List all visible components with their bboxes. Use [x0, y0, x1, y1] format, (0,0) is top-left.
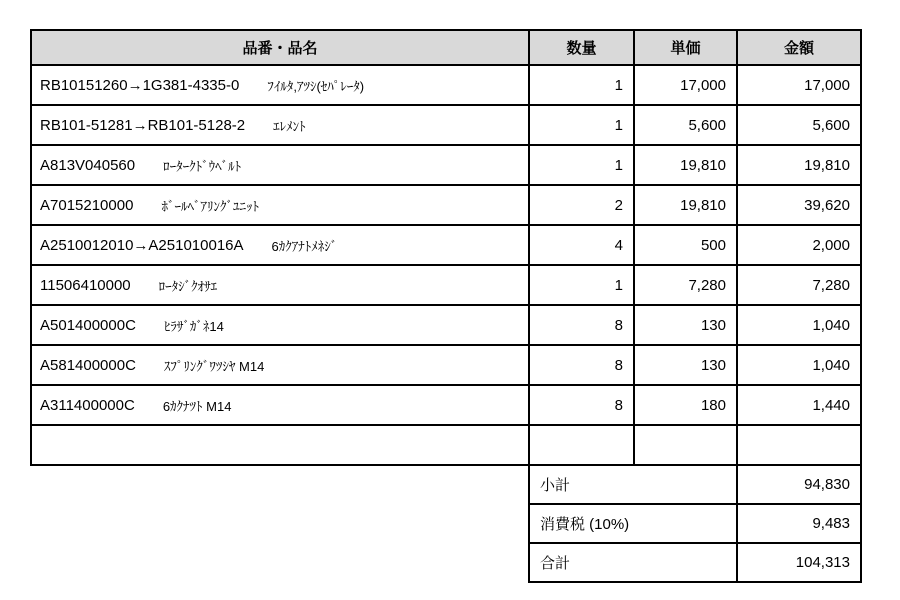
part-name: ﾌｲﾙﾀ,ｱﾂｼ(ｾﾊﾟﾚｰﾀ)	[267, 78, 365, 94]
part-name: ｴﾚﾒﾝﾄ	[273, 118, 306, 134]
qty-cell: 1	[530, 66, 633, 104]
qty-cell: 1	[530, 106, 633, 144]
unit-price-cell: 19,810	[635, 146, 736, 184]
part-number: A2510012010→A251010016A	[40, 236, 244, 254]
amount-cell	[738, 426, 860, 464]
part-number: A813V040560	[40, 156, 136, 174]
qty-cell: 4	[530, 226, 633, 264]
unit-price-cell: 130	[635, 346, 736, 384]
part-number: A501400000C	[40, 316, 136, 334]
totals-label: 消費税 (10%)	[530, 505, 736, 542]
header-amount: 金額	[738, 31, 860, 64]
totals-amount: 94,830	[738, 466, 860, 503]
part-cell	[32, 266, 528, 304]
part-cell	[32, 386, 528, 424]
part-cell	[32, 106, 528, 144]
totals-amount: 9,483	[738, 505, 860, 542]
parts-table	[30, 29, 862, 466]
part-name: ﾛｰﾀｼﾞｸｵｻｴ	[158, 278, 218, 294]
part-number: A7015210000	[40, 196, 134, 214]
qty-cell: 8	[530, 306, 633, 344]
totals-table	[528, 464, 862, 583]
amount-cell: 7,280	[738, 266, 860, 304]
part-name: ﾎﾞｰﾙﾍﾞｱﾘﾝｸﾞﾕﾆｯﾄ	[161, 198, 259, 214]
part-number: RB101-51281→RB101-5128-2	[40, 116, 246, 134]
header-part: 品番・品名	[32, 31, 528, 64]
totals-label: 合計	[530, 544, 736, 581]
header-unit-price: 単価	[635, 31, 736, 64]
unit-price-cell: 19,810	[635, 186, 736, 224]
unit-price-cell: 500	[635, 226, 736, 264]
part-number: A311400000C	[40, 396, 135, 414]
qty-cell: 8	[530, 386, 633, 424]
unit-price-cell: 17,000	[635, 66, 736, 104]
part-cell	[32, 306, 528, 344]
amount-cell: 1,040	[738, 306, 860, 344]
part-cell	[32, 186, 528, 224]
part-cell	[32, 66, 528, 104]
totals-amount: 104,313	[738, 544, 860, 581]
amount-cell: 2,000	[738, 226, 860, 264]
part-name: ﾋﾗｻﾞｶﾞﾈ14	[163, 318, 224, 334]
part-name: 6ｶｸｱﾅﾄﾒﾈｼﾞ	[271, 238, 338, 254]
part-number: RB10151260→1G381-4335-0	[40, 76, 240, 94]
part-number: 11506410000	[40, 276, 131, 294]
unit-price-cell: 5,600	[635, 106, 736, 144]
unit-price-cell: 7,280	[635, 266, 736, 304]
qty-cell: 8	[530, 346, 633, 384]
amount-cell: 1,040	[738, 346, 860, 384]
part-name: ﾛｰﾀｰｸﾄﾞｳﾍﾞﾙﾄ	[163, 158, 242, 174]
part-number: A581400000C	[40, 356, 136, 374]
unit-price-cell: 180	[635, 386, 736, 424]
part-name: ｽﾌﾟﾘﾝｸﾞﾜﾂｼﾔ M14	[163, 358, 265, 374]
qty-cell	[530, 426, 633, 464]
header-qty: 数量	[530, 31, 633, 64]
unit-price-cell: 130	[635, 306, 736, 344]
amount-cell: 39,620	[738, 186, 860, 224]
qty-cell: 2	[530, 186, 633, 224]
amount-cell: 5,600	[738, 106, 860, 144]
part-cell	[32, 426, 528, 464]
qty-cell: 1	[530, 266, 633, 304]
part-cell	[32, 146, 528, 184]
totals-label: 小計	[530, 466, 736, 503]
amount-cell: 19,810	[738, 146, 860, 184]
amount-cell: 1,440	[738, 386, 860, 424]
part-cell	[32, 226, 528, 264]
amount-cell: 17,000	[738, 66, 860, 104]
qty-cell: 1	[530, 146, 633, 184]
part-cell	[32, 346, 528, 384]
part-name: 6ｶｸﾅﾂﾄ M14	[162, 398, 232, 414]
unit-price-cell	[635, 426, 736, 464]
